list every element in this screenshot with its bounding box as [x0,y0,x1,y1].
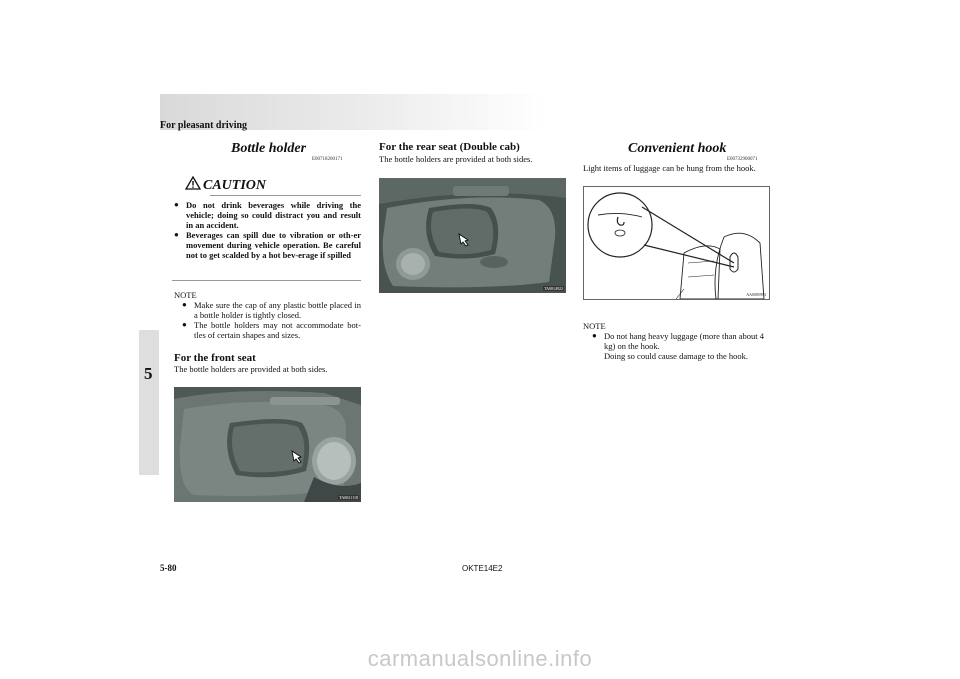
front-seat-heading: For the front seat [174,352,256,364]
hook-illustration [584,187,769,299]
bullet-icon: ● [174,200,179,209]
hook-figure [583,186,770,300]
front-door-illustration [174,387,361,502]
caution-heading: CAUTION [203,178,267,193]
hook-note-item [592,331,772,361]
bullet-icon: ● [182,320,187,329]
chapter-tab [139,330,159,475]
bottle-holder-code: E00718200171 [312,157,343,162]
watermark-link[interactable]: carmanualsonline.info [367,646,593,671]
caution-item: ● Do not drink beverages while driving the vehicle; doing so could distract you and result in an accident. [174,200,361,230]
note-item: ● Make sure the cap of any plastic bottle placed in a bottle holder is tightly closed. [182,300,361,320]
hook-note-list [592,331,772,361]
bullet-icon: ● [182,300,187,309]
chapter-number: 5 [144,364,153,383]
hook-note-label: NOTE [583,321,606,331]
section-header: For pleasant driving [160,120,248,131]
caution-list [174,200,361,260]
front-seat-text: The bottle holders are provided at both sides. [174,364,328,374]
hook-note-line1: Do not hang heavy luggage (more than about 4 kg) on the hook. [604,331,765,351]
note-item: ● The bottle holders may not accommodate bot-tles of certain shapes and sizes. [182,320,361,340]
page-number: 5-80 [160,563,177,573]
bullet-icon: ● [174,230,179,239]
rear-door-illustration [379,178,566,293]
front-figure-code: TA0021118 [339,495,358,500]
note-list [182,300,361,340]
hook-text: Light items of luggage can be hung from the hook. [583,163,756,173]
convenient-hook-code: E00732900071 [727,157,758,162]
rear-seat-text: The bottle holders are provided at both sides. [379,154,533,164]
note-label: NOTE [174,290,197,300]
bullet-icon: ● [592,331,597,340]
caution-item: ● Beverages can spill due to vibration or oth-er movement during vehicle operation. Be careful not to get scalded by a hot bev-erage if spilled [174,230,361,260]
caution-divider [210,195,361,196]
hook-figure-code: AA0085993 [746,292,766,297]
hook-note-line2: Doing so could cause damage to the hook. [604,351,748,361]
rear-figure-code: TA0014922 [543,286,563,291]
bottle-holder-title: Bottle holder [231,141,307,156]
warning-triangle-icon [185,176,201,190]
front-door-figure [174,387,361,502]
document-code: OKTE14E2 [462,564,503,573]
convenient-hook-title: Convenient hook [628,141,727,156]
rear-door-figure [379,178,566,293]
rear-seat-heading: For the rear seat (Double cab) [379,141,520,153]
